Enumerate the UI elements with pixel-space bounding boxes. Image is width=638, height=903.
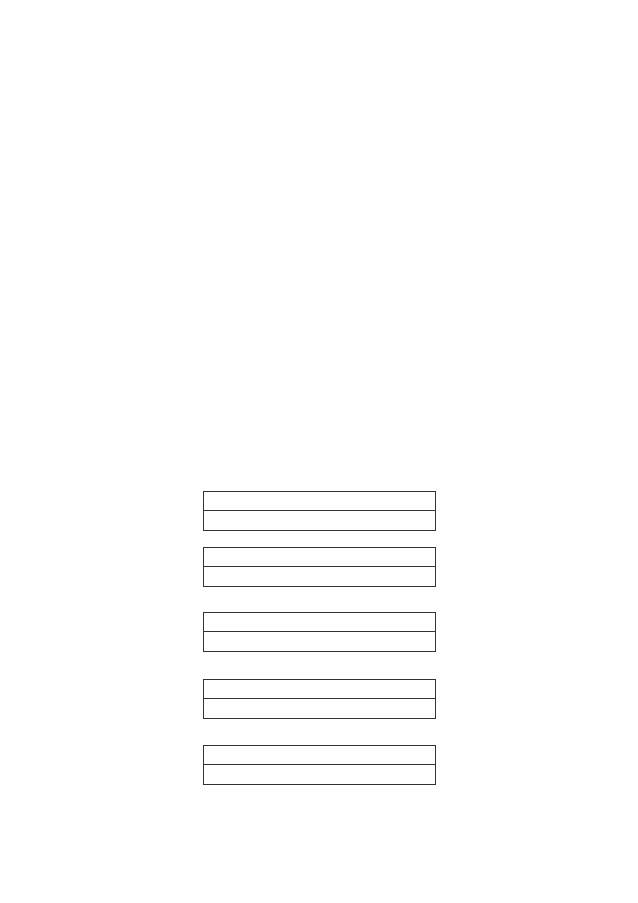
house-border-right bbox=[590, 50, 616, 856]
house-border-left bbox=[24, 50, 50, 856]
sentence-box bbox=[203, 612, 436, 652]
house-border-bottom bbox=[24, 856, 616, 882]
sentence-text bbox=[204, 492, 435, 511]
sentence-text bbox=[204, 613, 435, 632]
word-table bbox=[60, 83, 568, 385]
sentence-text bbox=[204, 680, 435, 699]
sentence-text bbox=[204, 746, 435, 765]
sentence-text bbox=[204, 548, 435, 567]
sentence-box bbox=[203, 745, 436, 785]
sentence-box bbox=[203, 547, 436, 587]
sentence-box bbox=[203, 679, 436, 719]
sentence-box bbox=[203, 491, 436, 531]
house-border-top bbox=[24, 23, 616, 49]
